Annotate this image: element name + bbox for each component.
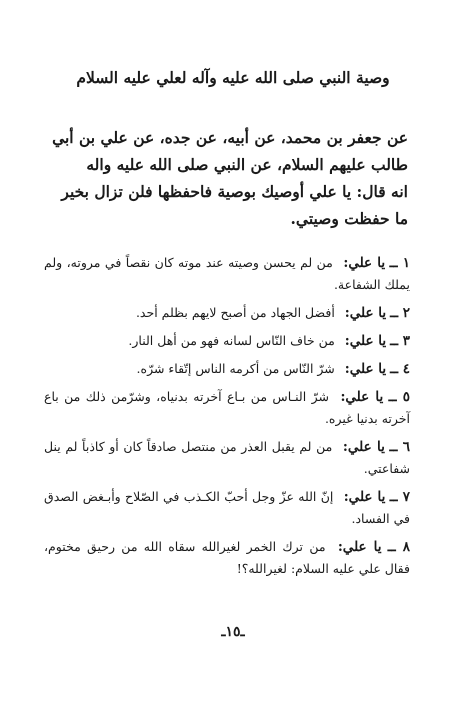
item-text: إنّ الله عزّ وجل أحبّ الكـذب في الصّلاح وأبـغض الصدق في الفساد. — [44, 489, 410, 526]
advice-item — [44, 486, 410, 530]
advice-item — [44, 386, 410, 430]
item-label: يا علي: — [344, 333, 387, 349]
item-label: يا علي: — [344, 305, 387, 321]
advice-item — [44, 536, 410, 580]
item-label: يا علي: — [343, 489, 386, 505]
item-text: من لم يحسن وصيته عند موته كان نقصاً في مروته، ولم يملك الشفاعة. — [44, 255, 410, 292]
chain-line: عن جعفر بن محمد، عن أبيه، عن جده، عن علي بن أبي — [52, 128, 408, 147]
item-text: شرّ النـاس من بـاع آخرته بدنياه، وشرّمن ذلك من باع آخرته بدنيا غيره. — [44, 389, 410, 426]
advice-item — [44, 358, 410, 380]
item-text: أفضل الجهاد من أصبح لايهم بظلم أحد. — [135, 305, 335, 320]
page-number: ـ١٥ـ — [221, 624, 245, 640]
item-label: يا علي: — [337, 539, 382, 555]
item-number: ٦ ــ — [389, 439, 410, 455]
advice-list — [44, 252, 410, 586]
item-text: شرّ النّاس من أكرمه الناس إتّقاء شرّه. — [136, 361, 335, 376]
item-number: ٧ ــ — [389, 489, 410, 505]
advice-item — [44, 302, 410, 324]
item-number: ٢ ــ — [390, 305, 410, 321]
item-text: من ترك الخمر لغيرالله سقاه الله من رحيق مختوم، فقال علي عليه السلام: لغيرالله؟! — [44, 539, 410, 576]
item-label: يا علي: — [340, 389, 384, 405]
advice-item — [44, 252, 410, 296]
narration-chain — [42, 124, 408, 232]
advice-item — [44, 330, 410, 352]
item-number: ٤ ــ — [390, 361, 410, 377]
item-label: يا علي: — [343, 255, 386, 271]
item-label: يا علي: — [342, 439, 385, 455]
item-text: من لم يقبل العذر من منتصل صادقاً كان أو كاذباً لم ينل شفاعتي. — [44, 439, 410, 476]
advice-item — [44, 436, 410, 480]
item-text: من خاف النّاس لسانه فهو من أهل النار. — [128, 333, 335, 348]
item-number: ٨ ــ — [387, 539, 410, 555]
item-number: ٥ ــ — [388, 389, 410, 405]
chain-line: ما حفظت وصيتي. — [290, 209, 408, 228]
item-number: ١ ــ — [389, 255, 410, 271]
item-label: يا علي: — [344, 361, 387, 377]
chain-line: انه قال: يا علي أوصيك بوصية فاحفظها فلن تزال بخير — [61, 182, 408, 201]
item-number: ٣ ــ — [390, 333, 410, 349]
page-title: وصية النبي صلى الله عليه وآله لعلي عليه السلام — [76, 68, 390, 87]
chain-line: طالب عليهم السلام، عن النبي صلى الله عليه واله — [86, 155, 408, 174]
